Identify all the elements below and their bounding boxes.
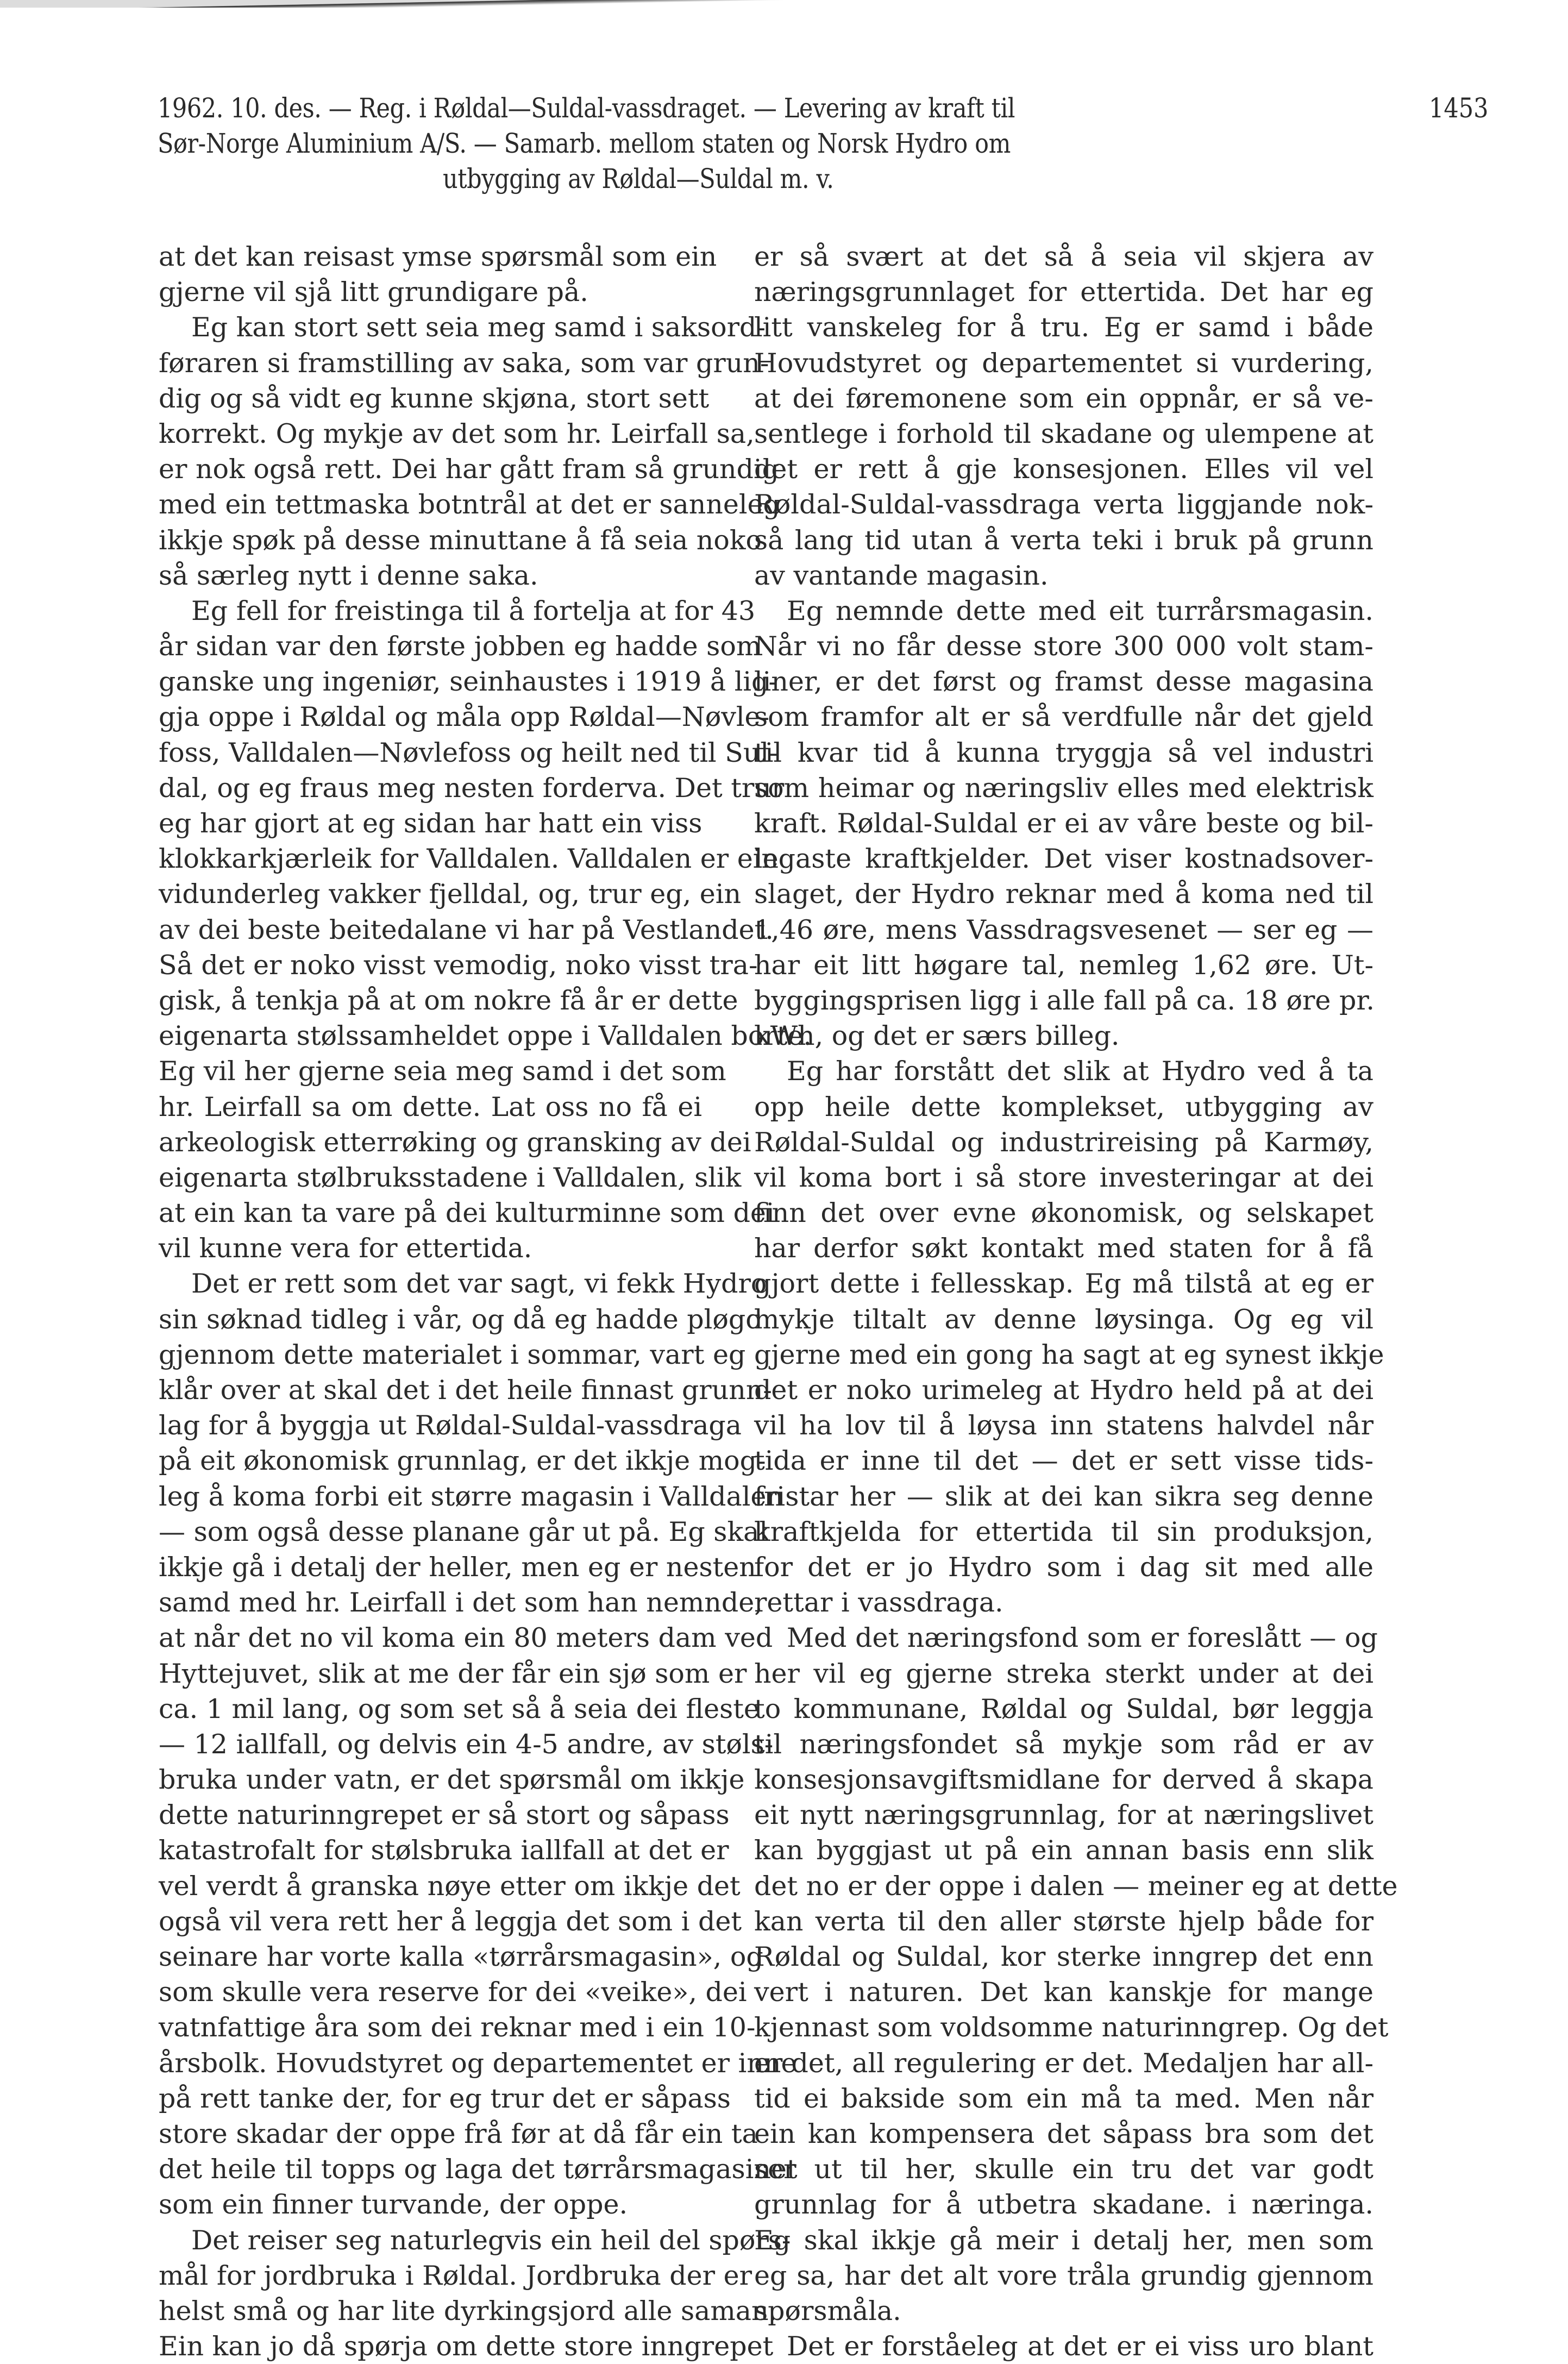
text-line: ser ut til her, skulle ein tru det var godt [754,2154,1373,2185]
text-line: det no er der oppe i dalen — meiner eg at dette [754,1870,1398,1902]
text-line: gjort dette i fellesskap. Eg må tilstå at eg er [754,1268,1373,1300]
left-column [159,239,812,2364]
text-line: vil ha lov til å løysa inn statens halvdel når [754,1410,1373,1441]
text-line: det er rett å gje konsesjonen. Elles vil vel [754,454,1373,485]
text-line: år sidan var den første jobben eg hadde som [159,631,762,662]
text-line: arkeologisk etterrøking og gransking av dei [159,1126,751,1158]
right-column [754,239,1398,2364]
text-line: Når vi no får desse store 300 000 volt stam- [754,631,1373,662]
text-line: finn det over evne økonomisk, og selskapet [754,1197,1373,1229]
header-line-2: Sør-Norge Aluminium A/S. — Samarb. mellom staten og Norsk Hydro om [158,128,1011,159]
text-line: Eg har forstått det slik at Hydro ved å ta [787,1056,1373,1087]
text-line: Det er forståeleg at det er ei viss uro blant [787,2331,1373,2362]
text-line: for det er jo Hydro som i dag sit med alle [754,1551,1373,1583]
text-line: at ein kan ta vare på dei kulturminne som dei [159,1197,775,1229]
text-line: er så svært at det så å seia vil skjera av [754,241,1373,272]
text-line: grunnlag for å utbetra skadane. i næringa. [754,2189,1373,2221]
text-line: eit nytt næringsgrunnlag, for at næringslivet [754,1799,1373,1831]
text-line: sentlege i forhold til skadane og ulempene at [754,418,1373,449]
text-line: dal, og eg fraus meg nesten forderva. Det trur [159,772,785,804]
text-line: at når det no vil koma ein 80 meters dam ved [159,1622,773,1654]
text-line: seinare har vorte kalla «tørrårsmagasin», og [159,1941,763,1972]
text-line: Så det er noko visst vemodig, noko visst tra- [159,949,758,981]
text-line: — som også desse planane går ut på. Eg skal [159,1516,768,1547]
text-line: to kommunane, Røldal og Suldal, bør leggja [754,1693,1373,1725]
text-line: korrekt. Og mykje av det som hr. Leirfall sa, [159,418,755,449]
text-line: av dei beste beitedalane vi har på Vestlandet. [159,914,774,945]
text-line: klokkarkjærleik for Valldalen. Valldalen er ein [159,843,779,875]
text-line: som heimar og næringsliv elles med elektrisk [754,772,1373,804]
text-line: på eit økonomisk grunnlag, er det ikkje mog- [159,1445,766,1477]
text-line: — 12 iallfall, og delvis ein 4-5 andre, av støls- [159,1728,774,1760]
text-line: det er noko urimeleg at Hydro held på at dei [754,1375,1373,1406]
text-line: årsbolk. Hovudstyret og departementet er inne [159,2047,797,2079]
text-line: Eg fell for freistinga til å fortelja at for 43 [191,595,756,626]
text-line: ca. 1 mil lang, og som set så å seia dei fleste [159,1693,760,1725]
text-line: gjerne med ein gong ha sagt at eg synest ikkje [754,1339,1384,1370]
text-line: vel verdt å granska nøye etter om ikkje det [159,1870,741,1902]
text-line: vatnfattige åra som dei reknar med i ein 10- [159,2012,756,2043]
scan-edge [0,0,924,8]
text-line: foss, Valldalen—Nøvlefoss og heilt ned til Sul- [159,737,778,768]
text-line: har eit litt høgare tal, nemleg 1,62 øre. Ut- [754,949,1373,981]
text-line: kraft. Røldal-Suldal er ei av våre beste og bil- [754,808,1373,839]
text-line: Eg skal ikkje gå meir i detalj her, men som [754,2224,1373,2256]
text-line: kraftkjelda for ettertida til sin produksjon, [754,1516,1373,1547]
text-line: eigenarta stølbruksstadene i Valldalen, slik [159,1162,742,1193]
text-line: Hyttejuvet, slik at me der får ein sjø som er [159,1658,747,1689]
text-line: som skulle vera reserve for dei «veike», dei [159,1977,747,2008]
text-line: katastrofalt for stølsbruka iallfall at det er [159,1835,729,1866]
text-line: opp heile dette komplekset, utbygging av [754,1091,1373,1123]
text-line: gisk, å tenkja på at om nokre få år er dette [159,985,738,1016]
text-line: Eg kan stort sett seia meg samd i saksord- [191,312,766,343]
text-line: med ein tettmaska botntrål at det er sanneleg [159,489,780,521]
text-line: tida er inne til det — det er sett visse tids- [754,1445,1373,1477]
text-line: Røldal-Suldal og industrireising på Karmøy, [754,1126,1373,1158]
text-line: her vil eg gjerne streka sterkt under at dei [754,1658,1373,1689]
text-line: dig og så vidt eg kunne skjøna, stort sett [159,382,710,414]
text-line: så særleg nytt i denne saka. [159,560,538,591]
text-line: gjennom dette materialet i sommar, vart eg [159,1339,746,1370]
text-line: kjennast som voldsomme naturinngrep. Og det [754,2012,1389,2043]
text-line: Det er rett som det var sagt, vi fekk Hydro [191,1268,767,1300]
text-line: er nok også rett. Dei har gått fram så grundig [159,454,779,485]
text-line: samd med hr. Leirfall i det som han nemnde, [159,1587,763,1619]
text-line: Eg vil her gjerne seia meg samd i det som [159,1056,726,1087]
text-line: har derfor søkt kontakt med staten for å få [754,1233,1373,1264]
text-line: kWh, og det er særs billeg. [754,1020,1120,1052]
page-number: 1453 [1429,92,1489,124]
text-line: så lang tid utan å verta teki i bruk på grunn [754,524,1373,556]
text-line: mykje tiltalt av denne løysinga. Og eg vil [754,1303,1373,1335]
text-line: av vantande magasin. [754,560,1049,591]
text-line: lag for å byggja ut Røldal-Suldal-vassdraga [159,1410,742,1441]
text-line: vil koma bort i så store investeringar at dei [754,1162,1373,1193]
text-line: eg har gjort at eg sidan har hatt ein viss [159,808,703,839]
text-line: ganske ung ingeniør, seinhaustes i 1919 å lig- [159,666,777,698]
text-line: er det, all regulering er det. Medaljen har all- [754,2047,1373,2079]
text-line: byggingsprisen ligg i alle fall på ca. 18 øre pr. [754,985,1375,1016]
text-line: Hovudstyret og departementet si vurdering, [754,347,1373,379]
text-line: gjerne vil sjå litt grundigare på. [159,277,588,308]
text-line: litt vanskeleg for å tru. Eg er samd i både [754,312,1373,343]
text-line: på rett tanke der, for eg trur det er såpass [159,2083,731,2114]
text-line: konsesjonsavgiftsmidlane for derved å skapa [754,1764,1373,1796]
text-line: føraren si framstilling av saka, som var grun- [159,347,769,379]
text-line: ikkje spøk på desse minuttane å få seia noko [159,524,762,556]
text-line: det heile til topps og laga det tørrårsmagasinet [159,2154,798,2185]
text-line: leg å koma forbi eit større magasin i Valldalen [159,1481,783,1512]
text-line: at dei føremonene som ein oppnår, er så ve- [754,382,1373,414]
text-line: Eg nemnde dette med eit turrårsmagasin. [787,595,1373,626]
text-line: slaget, der Hydro reknar med å koma ned til [754,879,1373,910]
text-line: kan verta til den aller største hjelp både for [754,1905,1373,1937]
text-line: at det kan reisast ymse spørsmål som ein [159,241,717,272]
text-line: Røldal og Suldal, kor sterke inngrep det enn [754,1941,1373,1972]
text-line: helst små og har lite dyrkingsjord alle saman. [159,2295,777,2327]
text-line: liner, er det først og framst desse magasina [754,666,1373,698]
text-line: legaste kraftkjelder. Det viser kostnadsover- [754,843,1373,875]
text-line: ikkje gå i detalj der heller, men eg er nesten [159,1551,756,1583]
text-line: mål for jordbruka i Røldal. Jordbruka der er [159,2260,752,2291]
text-line: bruka under vatn, er det spørsmål om ikkje [159,1764,745,1796]
text-line: også vil vera rett her å leggja det som i det [159,1905,742,1937]
text-line: klår over at skal det i det heile finnast grunn- [159,1375,772,1406]
text-line: vil kunne vera for ettertida. [159,1233,532,1264]
text-line: næringsgrunnlaget for ettertida. Det har eg [754,277,1373,308]
text-line: store skadar der oppe frå før at då får ein ta [159,2118,758,2149]
text-line: ein kan kompensera det såpass bra som det [754,2118,1373,2149]
text-line: eigenarta stølssamheldet oppe i Valldalen borte. [159,1020,812,1052]
text-line: 1,46 øre, mens Vassdragsvesenet — ser eg — [754,914,1373,945]
text-line: til kvar tid å kunna tryggja så vel industri [754,737,1373,768]
text-line: tid ei bakside som ein må ta med. Men når [754,2083,1373,2114]
text-line: kan byggjast ut på ein annan basis enn slik [754,1835,1373,1866]
text-line: sin søknad tidleg i vår, og då eg hadde pløgd [159,1303,763,1335]
header-line-3: utbygging av Røldal—Suldal m. v. [443,163,834,195]
text-line: eg sa, har det alt vore tråla grundig gjennom [754,2260,1373,2291]
text-line: vert i naturen. Det kan kanskje for mange [754,1977,1373,2008]
text-line: dette naturinngrepet er så stort og såpass [159,1799,730,1831]
text-line: hr. Leirfall sa om dette. Lat oss no få ei [159,1091,702,1123]
text-line: som framfor alt er så verdfulle når det gjeld [754,701,1373,733]
text-line: rettar i vassdraga. [754,1587,1003,1619]
text-line: til næringsfondet så mykje som råd er av [754,1728,1373,1760]
text-line: spørsmåla. [754,2295,901,2327]
text-line: Røldal-Suldal-vassdraga verta liggjande nok- [754,489,1373,521]
text-line: gja oppe i Røldal og måla opp Røldal—Nøvle- [159,701,770,733]
text-line: Det reiser seg naturlegvis ein heil del spørs- [191,2224,791,2256]
header-line-1: 1962. 10. des. — Reg. i Røldal—Suldal-vassdraget. — Levering av kraft til [158,92,1015,124]
text-line: fristar her — slik at dei kan sikra seg denne [754,1481,1373,1512]
text-line: Ein kan jo då spørja om dette store inngrepet [159,2331,774,2362]
text-line: Med det næringsfond som er foreslått — og [787,1622,1378,1654]
text-line: som ein finner turvande, der oppe. [159,2189,628,2221]
text-line: vidunderleg vakker fjelldal, og, trur eg, ein [159,879,742,910]
